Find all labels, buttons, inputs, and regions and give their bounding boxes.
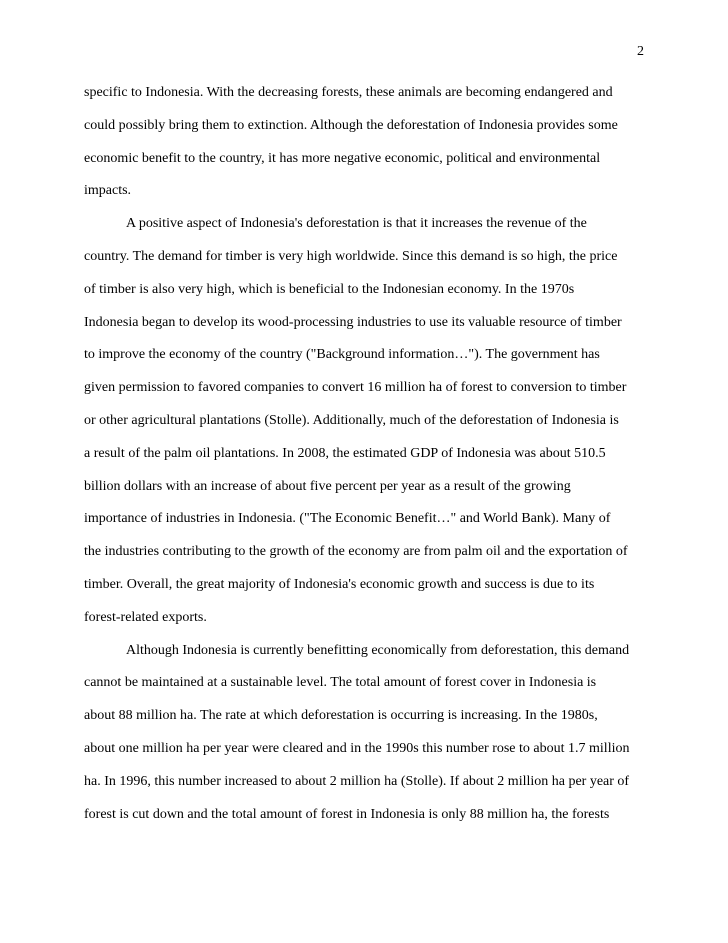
text-line: to improve the economy of the country ("Background information…"). The government has <box>84 347 600 363</box>
text-line: or other agricultural plantations (Stolle). Additionally, much of the deforestation of Indonesia is <box>84 412 619 428</box>
text-line: forest is cut down and the total amount of forest in Indonesia is only 88 million ha, the forests <box>84 806 610 822</box>
text-line: of timber is also very high, which is beneficial to the Indonesian economy. In the 1970s <box>84 281 575 297</box>
text-line: the industries contributing to the growth of the economy are from palm oil and the exportation of <box>84 544 628 560</box>
text-line: given permission to favored companies to convert 16 million ha of forest to conversion to timber <box>84 380 627 396</box>
text-line: could possibly bring them to extinction. Although the deforestation of Indonesia provides some <box>84 117 618 133</box>
text-line: about one million ha per year were cleared and in the 1990s this number rose to about 1.7 million <box>84 740 630 756</box>
text-line: forest-related exports. <box>84 609 207 625</box>
text-line: timber. Overall, the great majority of Indonesia's economic growth and success is due to its <box>84 576 595 592</box>
text-line: ha. In 1996, this number increased to about 2 million ha (Stolle). If about 2 million ha per year of <box>84 773 630 789</box>
body-text <box>84 85 660 839</box>
page-number: 2 <box>637 44 644 59</box>
text-line: billion dollars with an increase of about five percent per year as a result of the growing <box>84 478 571 494</box>
text-line: country. The demand for timber is very high worldwide. Since this demand is so high, the price <box>84 248 618 264</box>
text-line: importance of industries in Indonesia. ("The Economic Benefit…" and World Bank). Many of <box>84 511 611 527</box>
text-line: A positive aspect of Indonesia's deforestation is that it increases the revenue of the <box>126 216 587 232</box>
text-line: Although Indonesia is currently benefitting economically from deforestation, this demand <box>126 642 630 658</box>
text-line: economic benefit to the country, it has more negative economic, political and environmental <box>84 150 601 166</box>
text-line: Indonesia began to develop its wood-processing industries to use its valuable resource of timber <box>84 314 622 330</box>
text-line: cannot be maintained at a sustainable level. The total amount of forest cover in Indonesia is <box>84 675 597 691</box>
text-line: about 88 million ha. The rate at which deforestation is occurring is increasing. In the 1980s, <box>84 708 598 724</box>
text-line: a result of the palm oil plantations. In 2008, the estimated GDP of Indonesia was about 510.5 <box>84 445 606 461</box>
text-line: impacts. <box>84 183 132 199</box>
text-line: specific to Indonesia. With the decreasing forests, these animals are becoming endangered and <box>84 85 613 100</box>
